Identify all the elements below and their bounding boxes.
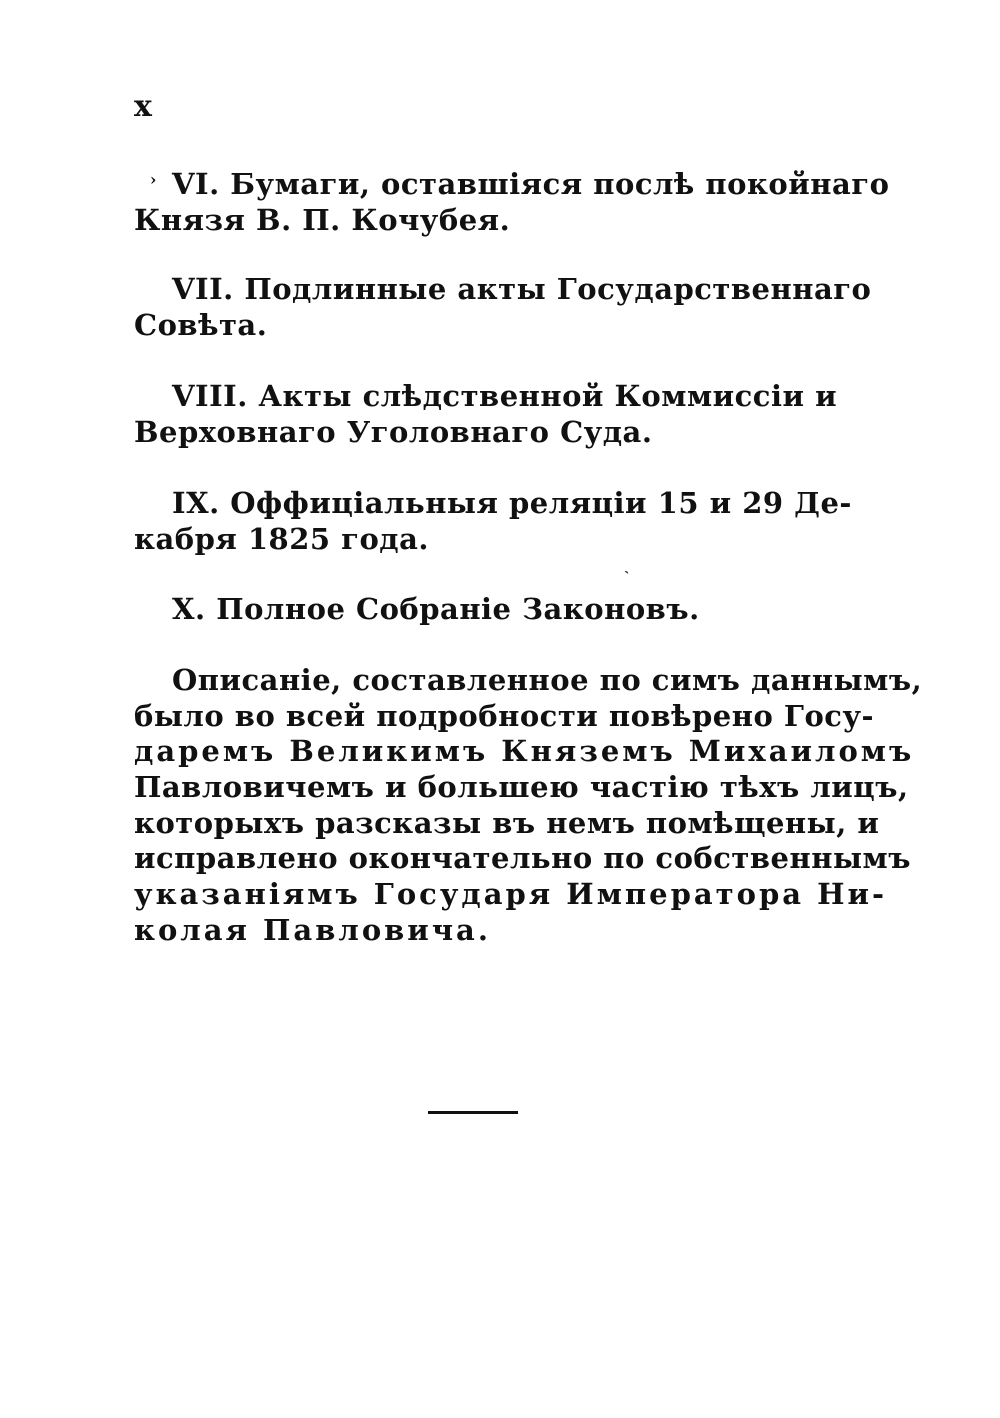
list-item-line: VI. Бумаги, оставшіяся послѣ покойнаго <box>172 167 890 201</box>
margin-mark: › <box>150 170 157 189</box>
paragraph-line: Павловичемъ и большею частію тѣхъ лицъ, <box>134 770 909 804</box>
list-item-line: X. Полное Собраніе Законовъ. <box>172 592 700 626</box>
paragraph-line: даремъ Великимъ Княземъ Михаиломъ <box>134 734 915 768</box>
list-item-line: VIII. Акты слѣдственной Коммиссіи и <box>172 379 838 413</box>
list-item-line: Князя В. П. Кочубея. <box>134 203 511 237</box>
list-item-line: Совѣта. <box>134 308 268 342</box>
paragraph-line: исправлено окончательно по собственнымъ <box>134 841 911 875</box>
end-rule <box>428 1111 518 1114</box>
speck-mark: ˴ <box>624 560 630 579</box>
list-item-line: IX. Оффиціальныя реляціи 15 и 29 Де- <box>172 486 852 520</box>
paragraph-line: Описаніе, составленное по симъ даннымъ, <box>172 663 923 697</box>
list-item-line: VII. Подлинные акты Государственнаго <box>172 272 872 306</box>
page-number: x <box>134 89 152 124</box>
paragraph-line: колая Павловича. <box>134 913 491 947</box>
list-item-line: Верховнаго Уголовнаго Суда. <box>134 415 653 449</box>
paragraph-line: которыхъ разсказы въ немъ помѣщены, и <box>134 806 880 840</box>
paragraph-line: было во всей подробности повѣрено Госу- <box>134 699 875 733</box>
list-item-line: кабря 1825 года. <box>134 522 430 556</box>
paragraph-line: указаніямъ Государя Императора Ни- <box>134 877 888 911</box>
